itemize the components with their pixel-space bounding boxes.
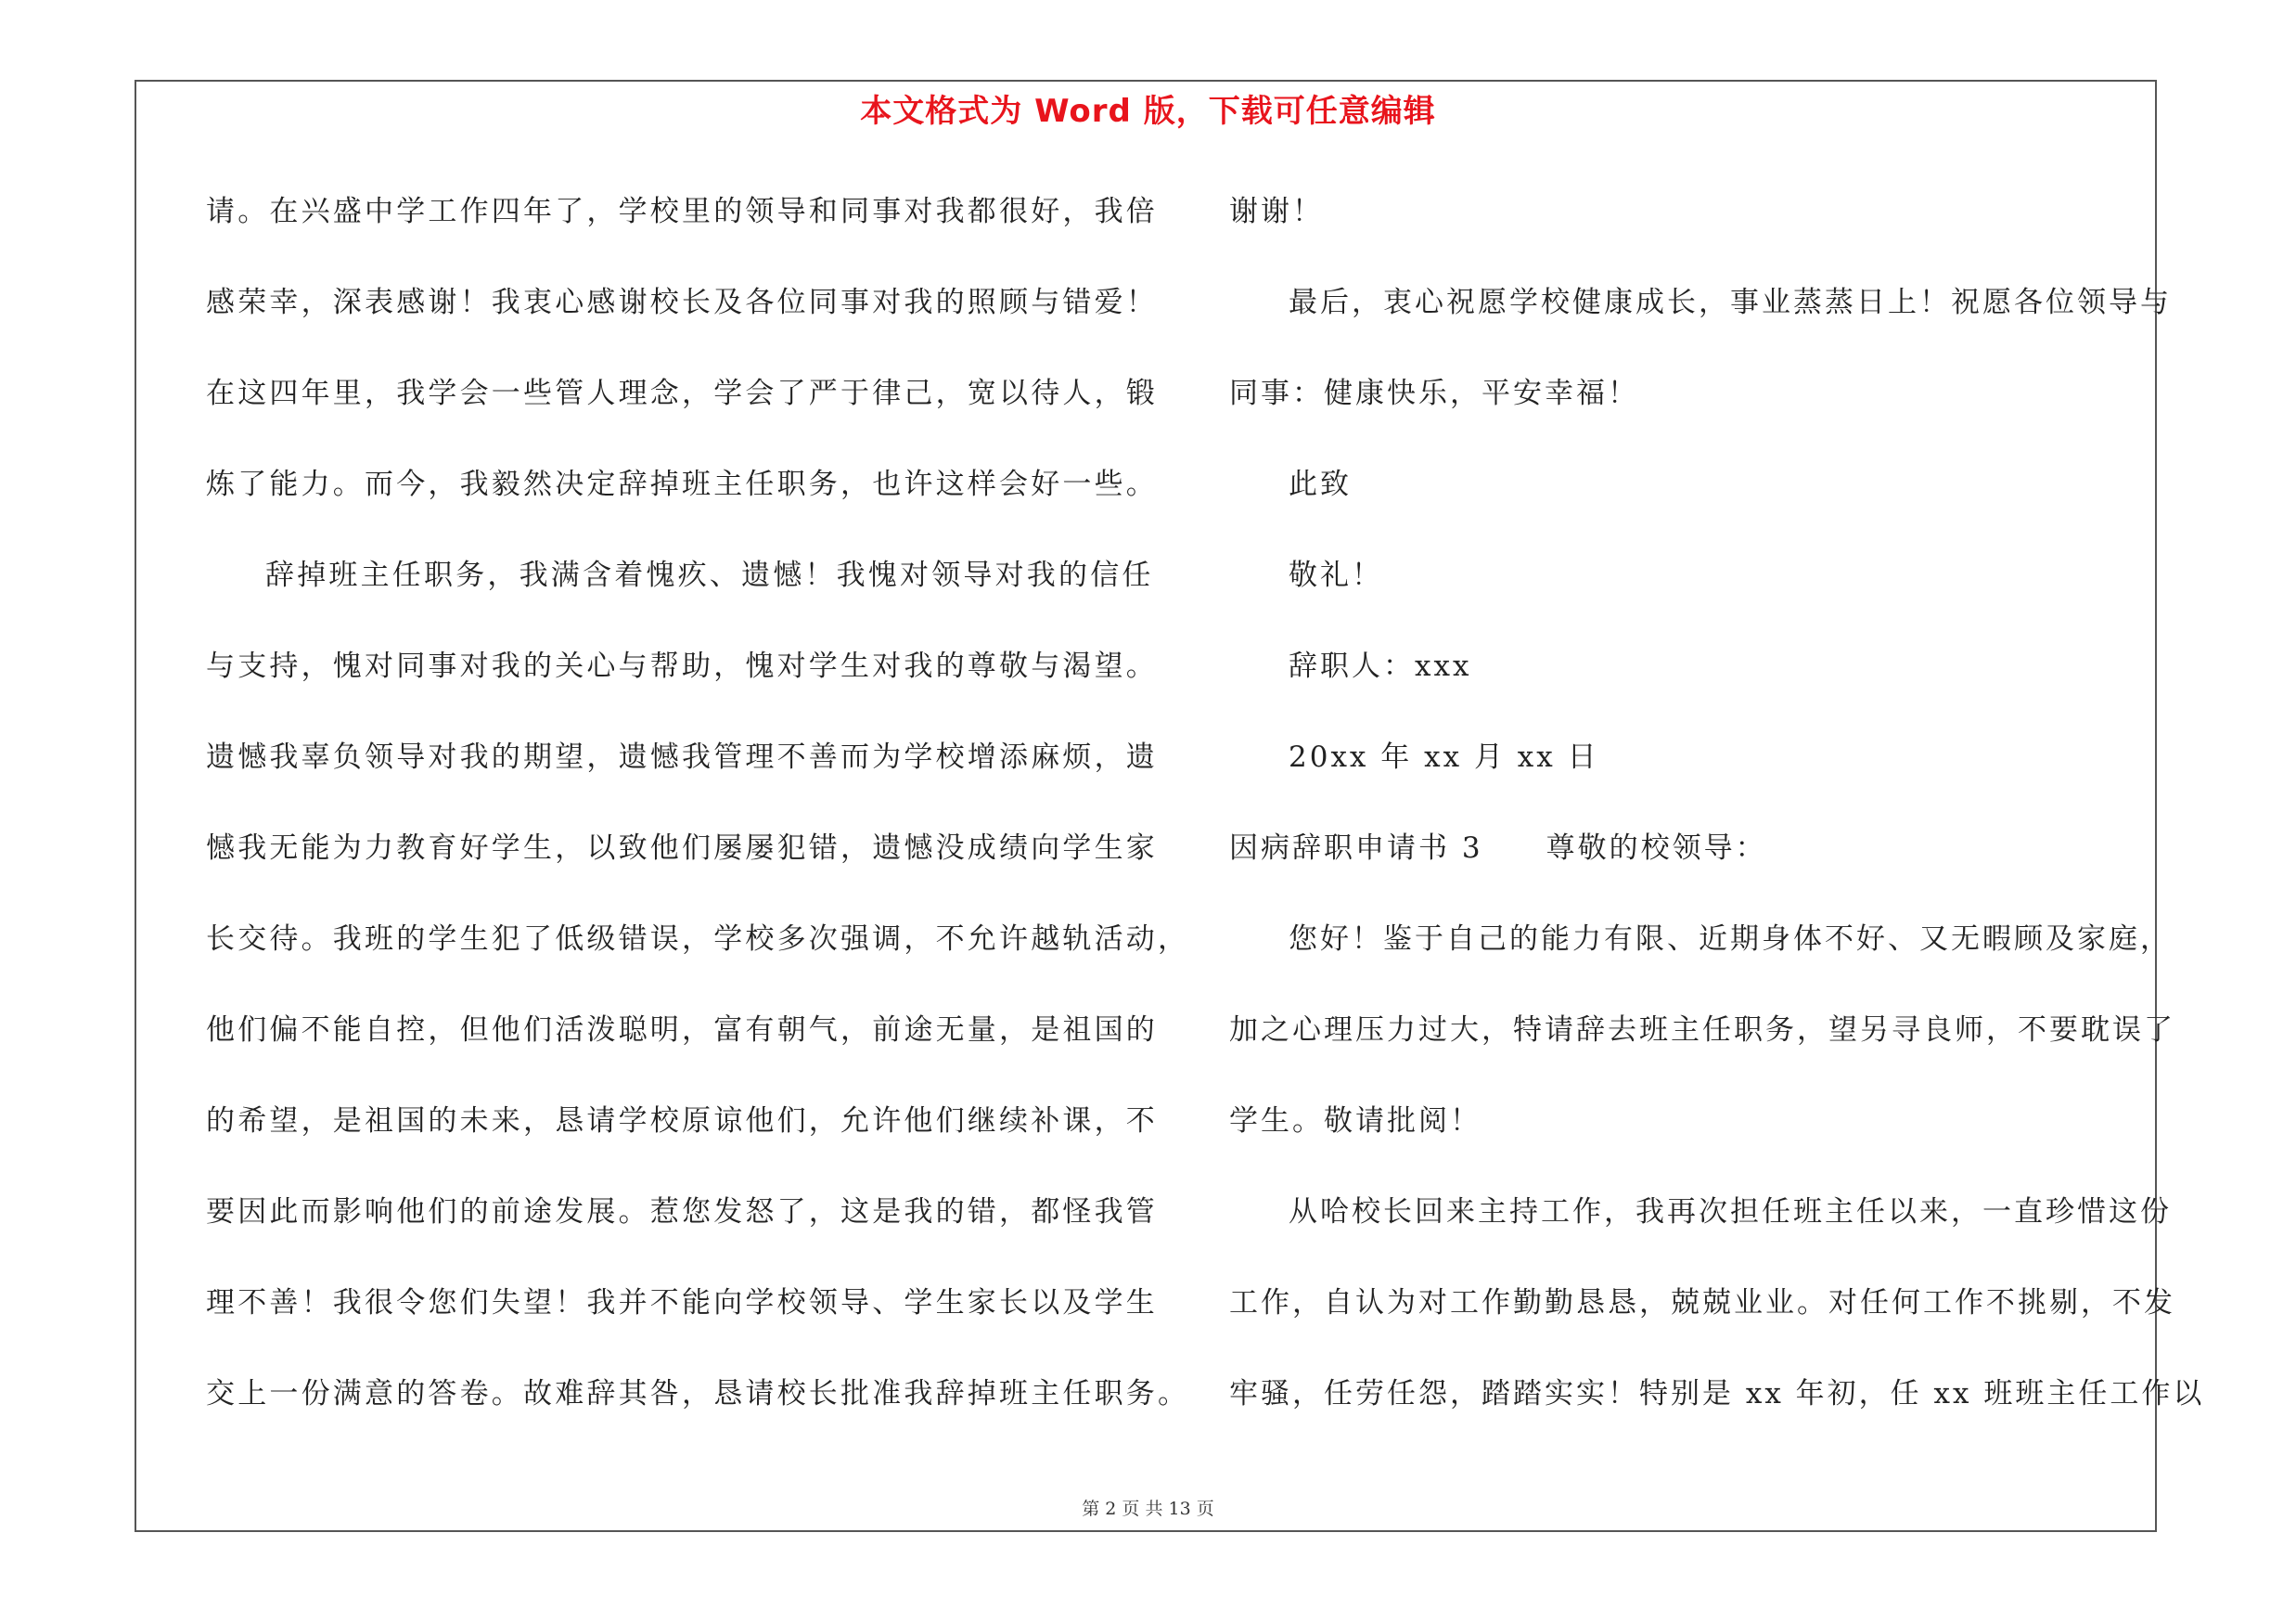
- date-line: 20xx 年 xx 月 xx 日: [1289, 741, 1599, 774]
- document-header-title: 本文格式为 Word 版，下载可任意编辑: [860, 93, 1436, 130]
- text-line: 炼了能力。而今，我毅然决定辞掉班主任职务，也许这样会好一些。: [206, 468, 1158, 501]
- text-line: 同事：健康快乐，平安幸福！: [1229, 377, 1639, 410]
- paragraph-start-line: 从哈校长回来主持工作，我再次担任班主任以来，一直珍惜这份: [1289, 1195, 2172, 1229]
- closing-salutation: 此致: [1289, 468, 1352, 501]
- text-line: 在这四年里，我学会一些管人理念，学会了严于律己，宽以待人，锻: [206, 377, 1158, 410]
- text-line: 学生。敬请批阅！: [1229, 1104, 1481, 1138]
- paragraph-start-line: 您好！鉴于自己的能力有限、近期身体不好、又无暇顾及家庭，: [1289, 922, 2172, 956]
- text-line: 理不善！我很令您们失望！我并不能向学校领导、学生家长以及学生: [206, 1286, 1158, 1320]
- signature-line: 辞职人：xxx: [1289, 650, 1472, 683]
- closing-regards: 敬礼！: [1289, 559, 1383, 592]
- text-line: 他们偏不能自控，但他们活泼聪明，富有朝气，前途无量，是祖国的: [206, 1013, 1158, 1047]
- text-line: 交上一份满意的答卷。故难辞其咎，恳请校长批准我辞掉班主任职务。: [206, 1377, 1190, 1410]
- text-line: 长交待。我班的学生犯了低级错误，学校多次强调，不允许越轨活动，: [206, 922, 1190, 956]
- text-line: 憾我无能为力教育好学生，以致他们屡屡犯错，遗憾没成绩向学生家: [206, 831, 1158, 865]
- text-line: 与支持，愧对同事对我的关心与帮助，愧对学生对我的尊敬与渴望。: [206, 650, 1158, 683]
- text-line: 谢谢！: [1229, 195, 1324, 228]
- text-line: 加之心理压力过大，特请辞去班主任职务，望另寻良师，不要耽误了: [1229, 1013, 2175, 1047]
- text-line: 牢骚，任劳任怨，踏踏实实！特别是 xx 年初，任 xx 班班主任工作以: [1229, 1377, 2205, 1410]
- text-line: 感荣幸，深表感谢！我衷心感谢校长及各位同事对我的照顾与错爱！: [206, 286, 1158, 319]
- text-line: 遗憾我辜负领导对我的期望，遗憾我管理不善而为学校增添麻烦，遗: [206, 741, 1158, 774]
- text-line: 工作，自认为对工作勤勤恳恳，兢兢业业。对任何工作不挑剔，不发: [1229, 1286, 2175, 1320]
- paragraph-start-line: 最后，衷心祝愿学校健康成长，事业蒸蒸日上！祝愿各位领导与: [1289, 286, 2172, 319]
- text-line: 的希望，是祖国的未来，恳请学校原谅他们，允许他们继续补课，不: [206, 1104, 1158, 1138]
- paragraph-start-line: 辞掉班主任职务，我满含着愧疚、遗憾！我愧对领导对我的信任: [265, 559, 1154, 592]
- section-heading: 因病辞职申请书 3 尊敬的校领导：: [1229, 831, 1767, 865]
- text-line: 要因此而影响他们的前途发展。惹您发怒了，这是我的错，都怪我管: [206, 1195, 1158, 1229]
- page-number-footer: 第 2 页 共 13 页: [1082, 1499, 1214, 1519]
- text-line: 请。在兴盛中学工作四年了，学校里的领导和同事对我都很好，我倍: [206, 195, 1158, 228]
